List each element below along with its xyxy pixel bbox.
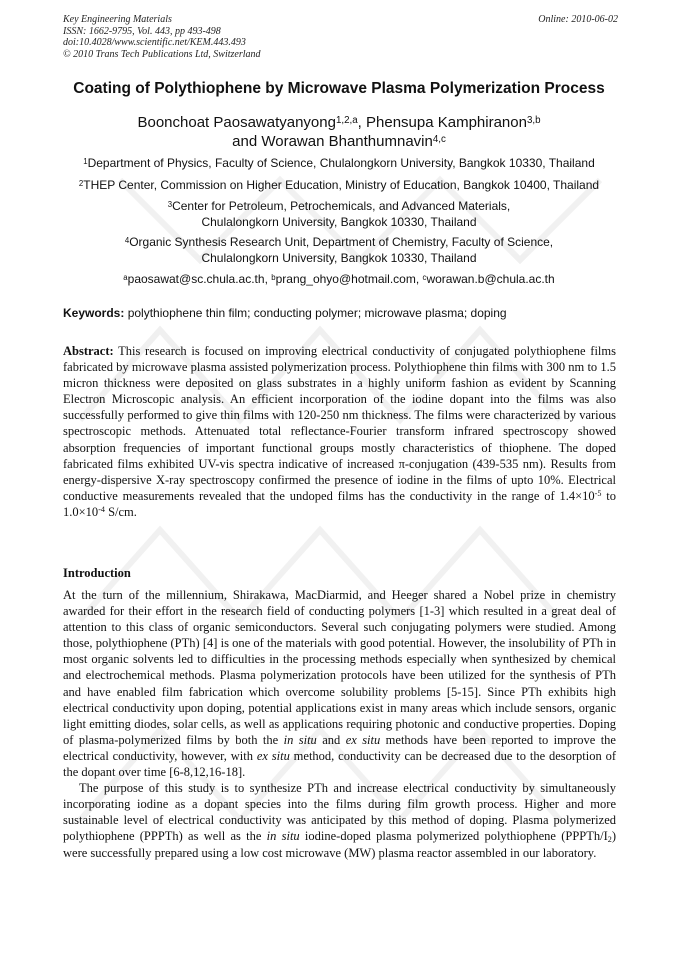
email-b: prang_ohyo@hotmail.com, [275,272,420,286]
intro-p1-text-b: and [316,732,346,747]
intro-p1-italic-2: ex situ [345,732,381,747]
intro-p2-text-c: ) were successfully prepared using a low cost microwave (MW) plasma reactor assembled in our laboratory. [63,829,616,860]
intro-p1-text-c: methods have been reported to improve the electrical conductivity, however, with [63,732,616,763]
affiliation-1-num: 1 [83,156,88,166]
intro-p2-subscript: 2 [607,835,612,845]
affiliation-2 [40,177,638,193]
header-meta [63,14,618,60]
introduction-heading: Introduction [63,566,131,580]
author-1: Boonchoat Paosawatyanyong [137,114,336,131]
email-a: paosawat@sc.chula.ac.th, [127,272,268,286]
affiliation-1 [40,155,638,171]
author-1-sup: 1,2,a [335,114,358,126]
authors-line-1: Boonchoat Paosawatyanyong$^{1,2,a}$, Phensupa Kamphiranon$^{3,b}$ [137,114,541,131]
paper-title: Coating of Polythiophene by Microwave Plasma Polymerization Process [73,80,605,97]
affiliation-3 [40,198,638,230]
affiliation-4-num: 4 [124,235,130,245]
abstract-text-2: to 1.0×10 [63,488,616,519]
affiliation-4-line-2: Chulalongkorn University, Bangkok 10330, Thailand [201,251,477,265]
author-3-sup: 4,c [432,133,446,145]
abstract-label: Abstract: [63,344,114,358]
intro-p2-italic-1: in situ [266,829,300,844]
abstract-exp-1: -5 [594,488,602,498]
introduction-body [63,587,616,861]
email-c-sup: c [422,272,427,282]
doi: doi:10.4028/www.scientific.net/KEM.443.493 [63,37,246,48]
affiliation-3-num: 3 [167,199,173,209]
keywords-label: Keywords: [63,306,125,320]
affiliation-4-line-1: Organic Synthesis Research Unit, Department of Chemistry, Faculty of Science, [129,235,554,249]
author-emails [40,271,638,287]
abstract [63,343,616,520]
affiliation-2-num: 2 [78,178,84,188]
issn: ISSN: 1662-9795, Vol. 443, pp 493-498 [63,25,221,37]
copyright: © 2010 Trans Tech Publications Ltd, Switzerland [63,48,261,60]
author-2-sup: 3,b [526,114,541,126]
keywords [63,305,618,321]
author-2: Phensupa Kamphiranon [366,114,527,131]
intro-p1-text-a: At the turn of the millennium, Shirakawa, MacDiarmid, and Heeger shared a Nobel prize in chemistry awarded for their effort in the research field of conducting polymers [1-3] which resulted in a great deal of attention to this class of organic semiconductors. Several such conjugating polymers were studied. Among those, polythiophene (PTh) [4] is one of the materials with good potential. However, the insolubility of PTh in most organic solvents led to difficulties in the processing methods especially when synthesized by chemical and electrochemical methods. Plasma polymerization protocols have been utilized for the synthesis of PTh and have enabled film fabrication which overcome solubility problems [5-15]. Since PTh exhibits high electrical conductivity upon doping, potential applications exist in many areas which include sensors, organic light emitting diodes, solar cells, as well as applications requiring photonic and conductive properties. Doping of plasma-polymerized films by both the [63,588,616,747]
affiliation-3-line-1: Center for Petroleum, Petrochemicals, and Advanced Materials, [172,199,511,213]
affiliation-3-line-2: Chulalongkorn University, Bangkok 10330, Thailand [201,215,477,229]
intro-p2-text-a: The purpose of this study is to synthesize PTh and increase electrical conductivity by simultaneously incorporating iodine as a dopant species into the films during film growth process. Higher and more sustainable level of electrical conductivity was anticipated by this method of doping. Plasma polymerized polythiophene (PPPTh) as well as the [63,781,616,844]
affiliation-2-text: THEP Center, Commission on Higher Education, Ministry of Education, Bangkok 10400, Thailand [83,178,600,192]
intro-p1-text-d: method, conductivity can be decreased due to the desorption of the dopant over time [6-8,12,16-18]. [63,748,616,780]
intro-paragraph-1 [63,587,616,780]
email-b-sup: b [271,272,276,282]
author-list [40,113,638,151]
author-3: Worawan Bhanthumnavin [261,133,433,150]
authors-and: and [232,133,258,150]
intro-paragraph-2 [63,780,616,860]
authors-line-2 [40,132,638,151]
email-a-sup: a [123,272,128,282]
intro-p1-italic-1: in situ [283,732,317,747]
keywords-text: polythiophene thin film; conducting polymer; microwave plasma; doping [127,306,507,320]
abstract-text-3: S/cm. [104,504,137,519]
abstract-exp-2: -4 [98,504,105,514]
abstract-text-1: This research is focused on improving electrical conductivity of conjugated polythiophene films fabricated by microwave plasma assisted polymerization process. Polythiophene thin films with 300 nm to 1.5 micron thickness were deposited on glass substrates in a highly uniform fashion as evident by Scanning Electron Microscopic analysis. An efficient incorporation of the iodine dopant into the films was also successfully performed to give thin films with 120-250 nm thickness. The films were characterized by various spectroscopic methods. Attenuated total reflectance-Fourier transform infrared spectroscopy showed absorption frequencies of important functional groups mostly characteristics of thiophene. The doped fabricated films exhibited UV-vis spectra indicative of increased π-conjugation (439-535 nm). Results from energy-dispersive X-ray spectroscopy confirmed the presence of iodine in the films of upto 10%. Electrical conductive measurements revealed that the undoped films has the conductivity in the range of 1.4×10 [63,344,616,503]
affiliation-4 [40,234,638,266]
email-c: worawan.b@chula.ac.th [426,272,555,286]
intro-p2-text-b: iodine-doped plasma polymerized polythiophene (PPPTh/I [299,829,608,844]
intro-p1-italic-3: ex situ [256,748,290,763]
online-date: Online: 2010-06-02 [538,14,618,25]
journal-name: Key Engineering Materials [63,14,172,25]
affiliation-1-text: Department of Physics, Faculty of Science, Chulalongkorn University, Bangkok 10330, Thailand [87,156,595,170]
